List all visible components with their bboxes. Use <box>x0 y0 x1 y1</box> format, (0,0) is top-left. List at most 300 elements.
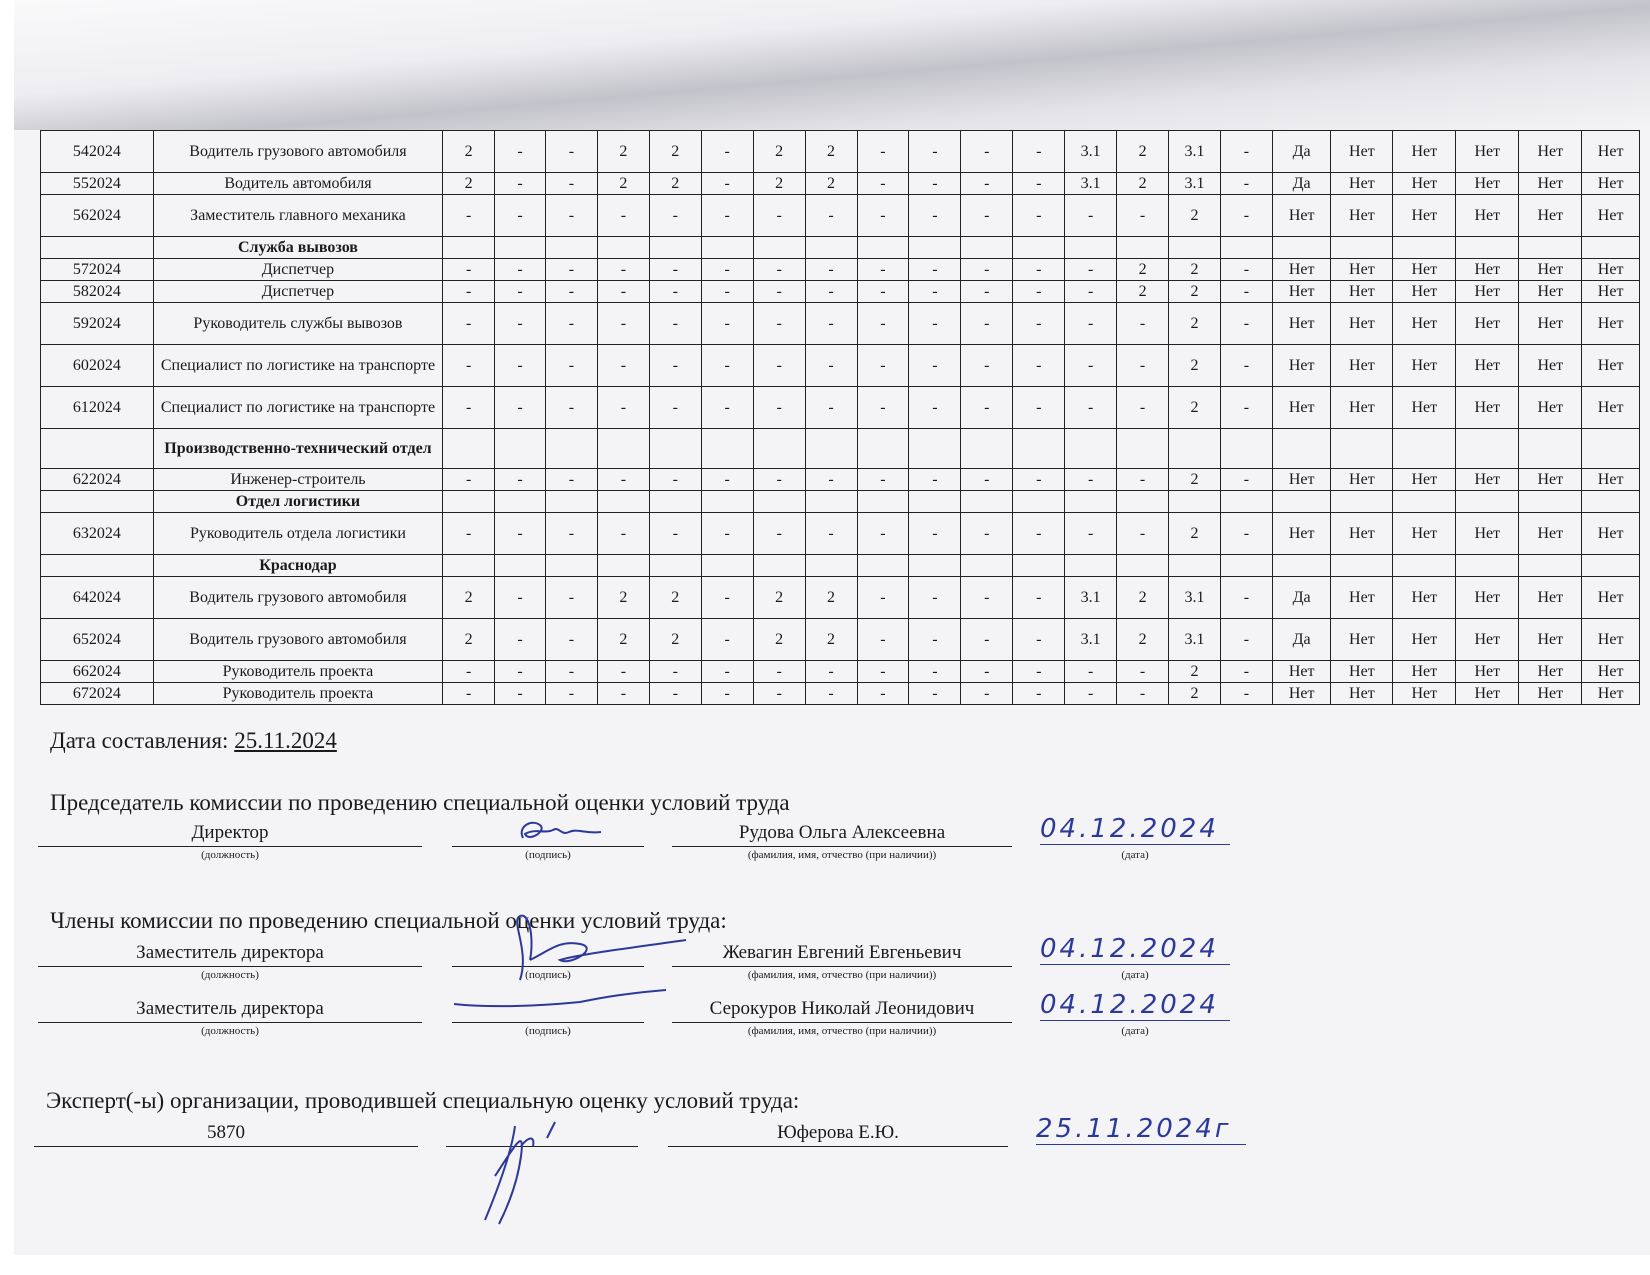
factor-class-cell: - <box>597 683 649 705</box>
factor-class-cell: - <box>1220 387 1272 429</box>
empty-cell <box>1220 555 1272 577</box>
empty-cell <box>1393 429 1456 469</box>
section-code-cell <box>41 491 154 513</box>
yes-no-cell: Нет <box>1456 513 1519 555</box>
yes-no-cell: Нет <box>1393 577 1456 619</box>
chair-heading: Председатель комиссии по проведению специальной оценки условий труда <box>50 790 790 815</box>
table-row <box>41 173 1640 195</box>
yes-no-cell: Нет <box>1519 195 1582 237</box>
factor-class-cell: 2 <box>1169 281 1221 303</box>
factor-class-cell: 2 <box>753 619 805 661</box>
table-row <box>41 683 1640 705</box>
factor-class-cell: 2 <box>443 173 495 195</box>
factor-class-cell: - <box>443 469 495 491</box>
section-title: Отдел логистики <box>153 491 443 513</box>
empty-cell <box>961 491 1013 513</box>
workplace-code: 562024 <box>41 195 154 237</box>
factor-class-cell: - <box>1065 345 1117 387</box>
factor-class-cell: - <box>1065 513 1117 555</box>
empty-cell <box>1456 429 1519 469</box>
workplace-code: 572024 <box>41 259 154 281</box>
factor-class-cell: - <box>1013 513 1065 555</box>
empty-cell <box>443 429 495 469</box>
table-row <box>41 661 1640 683</box>
yes-no-cell: Нет <box>1272 345 1331 387</box>
yes-no-cell: Нет <box>1272 387 1331 429</box>
factor-class-cell: - <box>1065 259 1117 281</box>
factor-class-cell: - <box>545 683 597 705</box>
factor-class-cell: 3.1 <box>1169 173 1221 195</box>
expert-number: 5870 <box>34 1122 418 1147</box>
factor-class-cell: - <box>495 469 546 491</box>
factor-class-cell: - <box>1117 513 1169 555</box>
empty-cell <box>1582 429 1640 469</box>
yes-no-cell: Нет <box>1331 173 1393 195</box>
factor-class-cell: - <box>753 281 805 303</box>
empty-cell <box>545 237 597 259</box>
position-name: Специалист по логистике на транспорте <box>153 387 443 429</box>
factor-class-cell: - <box>649 469 701 491</box>
expert-heading: Эксперт(-ы) организации, проводившей специальную оценку условий труда: <box>46 1088 800 1113</box>
position-name: Руководитель отдела логистики <box>153 513 443 555</box>
factor-class-cell: - <box>545 661 597 683</box>
factor-class-cell: - <box>701 303 753 345</box>
empty-cell <box>1582 491 1640 513</box>
member-2-signature-icon <box>450 984 670 1024</box>
yes-no-cell: Нет <box>1582 281 1640 303</box>
factor-class-cell: - <box>649 281 701 303</box>
factor-class-cell: - <box>495 577 546 619</box>
factor-class-cell: - <box>909 683 961 705</box>
factor-class-cell: - <box>649 345 701 387</box>
section-row <box>41 491 1640 513</box>
factor-class-cell: 2 <box>1117 173 1169 195</box>
factor-class-cell: - <box>909 513 961 555</box>
member-1-position: Заместитель директора <box>38 942 422 967</box>
factor-class-cell: - <box>1065 661 1117 683</box>
signature-caption: (подпись) <box>525 969 571 981</box>
yes-no-cell: Нет <box>1582 345 1640 387</box>
empty-cell <box>649 429 701 469</box>
yes-no-cell: Нет <box>1331 131 1393 173</box>
yes-no-cell: Нет <box>1393 387 1456 429</box>
yes-no-cell: Нет <box>1331 259 1393 281</box>
yes-no-cell: Нет <box>1393 469 1456 491</box>
factor-class-cell: - <box>495 259 546 281</box>
factor-class-cell: 3.1 <box>1169 131 1221 173</box>
empty-cell <box>753 429 805 469</box>
factor-class-cell: - <box>961 619 1013 661</box>
factor-class-cell: - <box>753 513 805 555</box>
factor-class-cell: - <box>1117 195 1169 237</box>
factor-class-cell: - <box>649 513 701 555</box>
factor-class-cell: - <box>649 683 701 705</box>
page-edge <box>0 0 14 1275</box>
factor-class-cell: - <box>1013 683 1065 705</box>
factor-class-cell: - <box>545 173 597 195</box>
workplace-code: 622024 <box>41 469 154 491</box>
factor-class-cell: - <box>1117 345 1169 387</box>
section-row <box>41 429 1640 469</box>
factor-class-cell: - <box>857 281 909 303</box>
empty-cell <box>1519 491 1582 513</box>
factor-class-cell: - <box>961 303 1013 345</box>
empty-cell <box>597 491 649 513</box>
factor-class-cell: - <box>1220 303 1272 345</box>
factor-class-cell: - <box>545 195 597 237</box>
factor-class-cell: - <box>443 281 495 303</box>
yes-no-cell: Нет <box>1582 131 1640 173</box>
yes-no-cell: Нет <box>1519 469 1582 491</box>
factor-class-cell: - <box>1013 173 1065 195</box>
yes-no-cell: Нет <box>1519 259 1582 281</box>
factor-class-cell: 2 <box>1169 387 1221 429</box>
factor-class-cell: 2 <box>1117 259 1169 281</box>
workplace-code: 602024 <box>41 345 154 387</box>
factor-class-cell: - <box>1013 469 1065 491</box>
table-row <box>41 259 1640 281</box>
yes-no-cell: Нет <box>1393 683 1456 705</box>
factor-class-cell: - <box>1013 281 1065 303</box>
yes-no-cell: Нет <box>1331 345 1393 387</box>
factor-class-cell: 3.1 <box>1065 131 1117 173</box>
yes-no-cell: Нет <box>1393 281 1456 303</box>
yes-no-cell: Нет <box>1331 661 1393 683</box>
yes-no-cell: Нет <box>1519 345 1582 387</box>
factor-class-cell: 2 <box>1169 303 1221 345</box>
factor-class-cell: 2 <box>753 131 805 173</box>
yes-no-cell: Нет <box>1582 513 1640 555</box>
yes-no-cell: Нет <box>1519 173 1582 195</box>
factor-class-cell: - <box>545 131 597 173</box>
factor-class-cell: - <box>495 513 546 555</box>
factor-class-cell: - <box>649 661 701 683</box>
member-2-position: Заместитель директора <box>38 998 422 1023</box>
yes-no-cell: Нет <box>1272 195 1331 237</box>
empty-cell <box>857 555 909 577</box>
yes-no-cell: Нет <box>1519 131 1582 173</box>
factor-class-cell: - <box>1220 661 1272 683</box>
factor-class-cell: - <box>1220 131 1272 173</box>
factor-class-cell: - <box>1220 577 1272 619</box>
factor-class-cell: - <box>857 619 909 661</box>
factor-class-cell: - <box>1013 345 1065 387</box>
factor-class-cell: - <box>1013 303 1065 345</box>
empty-cell <box>597 429 649 469</box>
empty-cell <box>1331 429 1393 469</box>
factor-class-cell: - <box>597 303 649 345</box>
yes-no-cell: Нет <box>1393 173 1456 195</box>
section-code-cell <box>41 429 154 469</box>
factor-class-cell: 2 <box>443 577 495 619</box>
yes-no-cell: Нет <box>1331 387 1393 429</box>
empty-cell <box>1065 429 1117 469</box>
factor-class-cell: - <box>545 577 597 619</box>
member-2-date: 04.12.2024 <box>1040 990 1230 1021</box>
empty-cell <box>1220 237 1272 259</box>
factor-class-cell: - <box>545 281 597 303</box>
factor-class-cell: - <box>805 195 857 237</box>
compilation-date-value: 25.11.2024 <box>234 728 337 753</box>
factor-class-cell: 2 <box>443 131 495 173</box>
factor-class-cell: - <box>1220 469 1272 491</box>
factor-class-cell: - <box>545 303 597 345</box>
empty-cell <box>753 555 805 577</box>
section-title: Краснодар <box>153 555 443 577</box>
empty-cell <box>701 491 753 513</box>
table-row <box>41 619 1640 661</box>
empty-cell <box>1169 555 1221 577</box>
empty-cell <box>1456 491 1519 513</box>
empty-cell <box>1456 237 1519 259</box>
factor-class-cell: - <box>443 303 495 345</box>
chair-name: Рудова Ольга Алексеевна <box>672 822 1012 847</box>
position-name: Инженер-строитель <box>153 469 443 491</box>
yes-no-cell: Да <box>1272 131 1331 173</box>
factor-class-cell: - <box>701 683 753 705</box>
empty-cell <box>805 491 857 513</box>
yes-no-cell: Нет <box>1519 661 1582 683</box>
yes-no-cell: Нет <box>1272 513 1331 555</box>
factor-class-cell: - <box>805 303 857 345</box>
factor-class-cell: - <box>1220 195 1272 237</box>
empty-cell <box>443 491 495 513</box>
position-caption: (должность) <box>201 849 259 861</box>
factor-class-cell: - <box>1220 345 1272 387</box>
table-row <box>41 387 1640 429</box>
factor-class-cell: - <box>805 345 857 387</box>
table-row <box>41 281 1640 303</box>
factor-class-cell: - <box>443 513 495 555</box>
yes-no-cell: Нет <box>1582 259 1640 281</box>
factor-class-cell: - <box>443 195 495 237</box>
yes-no-cell: Да <box>1272 619 1331 661</box>
yes-no-cell: Нет <box>1456 281 1519 303</box>
factor-class-cell: - <box>495 387 546 429</box>
factor-class-cell: - <box>805 259 857 281</box>
factor-class-cell: - <box>495 661 546 683</box>
empty-cell <box>1272 555 1331 577</box>
factor-class-cell: - <box>909 195 961 237</box>
factor-class-cell: - <box>597 387 649 429</box>
member-1-date: 04.12.2024 <box>1040 934 1230 965</box>
table-row <box>41 513 1640 555</box>
factor-class-cell: - <box>961 195 1013 237</box>
position-name: Водитель автомобиля <box>153 173 443 195</box>
position-caption: (должность) <box>201 969 259 981</box>
workplace-code: 642024 <box>41 577 154 619</box>
factor-class-cell: - <box>443 661 495 683</box>
factor-class-cell: 3.1 <box>1169 577 1221 619</box>
factor-class-cell: - <box>701 661 753 683</box>
workplace-code: 592024 <box>41 303 154 345</box>
yes-no-cell: Нет <box>1456 619 1519 661</box>
factor-class-cell: - <box>857 131 909 173</box>
factor-class-cell: - <box>1013 619 1065 661</box>
position-name: Водитель грузового автомобиля <box>153 131 443 173</box>
factor-class-cell: - <box>1117 303 1169 345</box>
factor-class-cell: 2 <box>805 619 857 661</box>
position-name: Руководитель службы вывозов <box>153 303 443 345</box>
empty-cell <box>1117 429 1169 469</box>
factor-class-cell: 2 <box>805 577 857 619</box>
table-row <box>41 345 1640 387</box>
factor-class-cell: - <box>495 619 546 661</box>
member-1-name: Жевагин Евгений Евгеньевич <box>672 942 1012 967</box>
empty-cell <box>753 237 805 259</box>
expert-row <box>0 1114 1650 1182</box>
factor-class-cell: 2 <box>649 173 701 195</box>
factor-class-cell: 2 <box>1169 345 1221 387</box>
position-name: Водитель грузового автомобиля <box>153 577 443 619</box>
factor-class-cell: - <box>961 131 1013 173</box>
section-row <box>41 237 1640 259</box>
empty-cell <box>1519 429 1582 469</box>
factor-class-cell: - <box>961 281 1013 303</box>
empty-cell <box>1169 237 1221 259</box>
empty-cell <box>597 555 649 577</box>
yes-no-cell: Нет <box>1272 469 1331 491</box>
factor-class-cell: 2 <box>597 577 649 619</box>
factor-class-cell: - <box>857 173 909 195</box>
signature-caption: (подпись) <box>525 1025 571 1037</box>
yes-no-cell: Нет <box>1519 683 1582 705</box>
yes-no-cell: Нет <box>1393 303 1456 345</box>
factor-class-cell: 3.1 <box>1065 619 1117 661</box>
empty-cell <box>1582 237 1640 259</box>
chair-signature-row <box>0 814 1650 882</box>
factor-class-cell: - <box>753 195 805 237</box>
yes-no-cell: Нет <box>1456 577 1519 619</box>
date-caption: (дата) <box>1121 969 1149 981</box>
section-code-cell <box>41 237 154 259</box>
yes-no-cell: Нет <box>1582 469 1640 491</box>
factor-class-cell: - <box>1220 259 1272 281</box>
yes-no-cell: Нет <box>1519 619 1582 661</box>
expert-name: Юферова Е.Ю. <box>668 1122 1008 1147</box>
factor-class-cell: - <box>545 469 597 491</box>
section-code-cell <box>41 555 154 577</box>
yes-no-cell: Нет <box>1456 195 1519 237</box>
factor-class-cell: - <box>495 345 546 387</box>
factor-class-cell: - <box>495 195 546 237</box>
factor-class-cell: - <box>909 387 961 429</box>
factor-class-cell: 2 <box>805 173 857 195</box>
empty-cell <box>649 491 701 513</box>
empty-cell <box>857 429 909 469</box>
workplace-code: 612024 <box>41 387 154 429</box>
yes-no-cell: Нет <box>1331 683 1393 705</box>
yes-no-cell: Нет <box>1393 195 1456 237</box>
factor-class-cell: - <box>1065 387 1117 429</box>
empty-cell <box>1169 491 1221 513</box>
empty-cell <box>495 555 546 577</box>
yes-no-cell: Нет <box>1519 387 1582 429</box>
fullname-caption: (фамилия, имя, отчество (при наличии)) <box>747 849 937 861</box>
factor-class-cell: 2 <box>597 173 649 195</box>
empty-cell <box>1272 237 1331 259</box>
factor-class-cell: - <box>857 661 909 683</box>
factor-class-cell: - <box>961 173 1013 195</box>
empty-cell <box>649 237 701 259</box>
factor-class-cell: - <box>753 661 805 683</box>
empty-cell <box>857 237 909 259</box>
factor-class-cell: - <box>597 345 649 387</box>
factor-class-cell: - <box>545 259 597 281</box>
factor-class-cell: - <box>701 345 753 387</box>
workplace-code: 672024 <box>41 683 154 705</box>
empty-cell <box>1519 555 1582 577</box>
position-caption: (должность) <box>201 1025 259 1037</box>
yes-no-cell: Нет <box>1272 661 1331 683</box>
yes-no-cell: Нет <box>1519 303 1582 345</box>
factor-class-cell: - <box>495 173 546 195</box>
empty-cell <box>1331 237 1393 259</box>
yes-no-cell: Нет <box>1582 619 1640 661</box>
factor-class-cell: - <box>857 577 909 619</box>
factor-class-cell: - <box>1220 513 1272 555</box>
assessment-table <box>40 130 1640 705</box>
factor-class-cell: - <box>597 259 649 281</box>
factor-class-cell: 2 <box>1169 195 1221 237</box>
position-name: Руководитель проекта <box>153 683 443 705</box>
factor-class-cell: - <box>443 683 495 705</box>
factor-class-cell: - <box>701 131 753 173</box>
empty-cell <box>1582 555 1640 577</box>
factor-class-cell: - <box>701 619 753 661</box>
empty-cell <box>909 555 961 577</box>
factor-class-cell: - <box>1220 683 1272 705</box>
chair-signature-icon <box>515 816 605 850</box>
empty-cell <box>753 491 805 513</box>
yes-no-cell: Нет <box>1582 195 1640 237</box>
compilation-date-label: Дата составления: <box>50 728 229 753</box>
factor-class-cell: 2 <box>753 173 805 195</box>
factor-class-cell: - <box>545 387 597 429</box>
factor-class-cell: - <box>701 387 753 429</box>
position-name: Водитель грузового автомобиля <box>153 619 443 661</box>
empty-cell <box>701 555 753 577</box>
section-title: Производственно-технический отдел <box>153 429 443 469</box>
yes-no-cell: Нет <box>1331 281 1393 303</box>
factor-class-cell: - <box>443 259 495 281</box>
factor-class-cell: - <box>753 683 805 705</box>
factor-class-cell: 3.1 <box>1065 173 1117 195</box>
factor-class-cell: - <box>805 513 857 555</box>
empty-cell <box>1065 237 1117 259</box>
factor-class-cell: - <box>1013 661 1065 683</box>
table-row <box>41 303 1640 345</box>
factor-class-cell: - <box>495 281 546 303</box>
table-row <box>41 469 1640 491</box>
factor-class-cell: - <box>443 387 495 429</box>
table-row <box>41 195 1640 237</box>
factor-class-cell: - <box>909 303 961 345</box>
factor-class-cell: 2 <box>1117 619 1169 661</box>
factor-class-cell: - <box>805 387 857 429</box>
factor-class-cell: - <box>1065 281 1117 303</box>
workplace-code: 652024 <box>41 619 154 661</box>
factor-class-cell: - <box>805 469 857 491</box>
empty-cell <box>1013 491 1065 513</box>
factor-class-cell: - <box>597 195 649 237</box>
empty-cell <box>1519 237 1582 259</box>
position-name: Диспетчер <box>153 259 443 281</box>
factor-class-cell: 2 <box>1169 513 1221 555</box>
yes-no-cell: Нет <box>1393 131 1456 173</box>
factor-class-cell: - <box>909 619 961 661</box>
yes-no-cell: Нет <box>1582 577 1640 619</box>
